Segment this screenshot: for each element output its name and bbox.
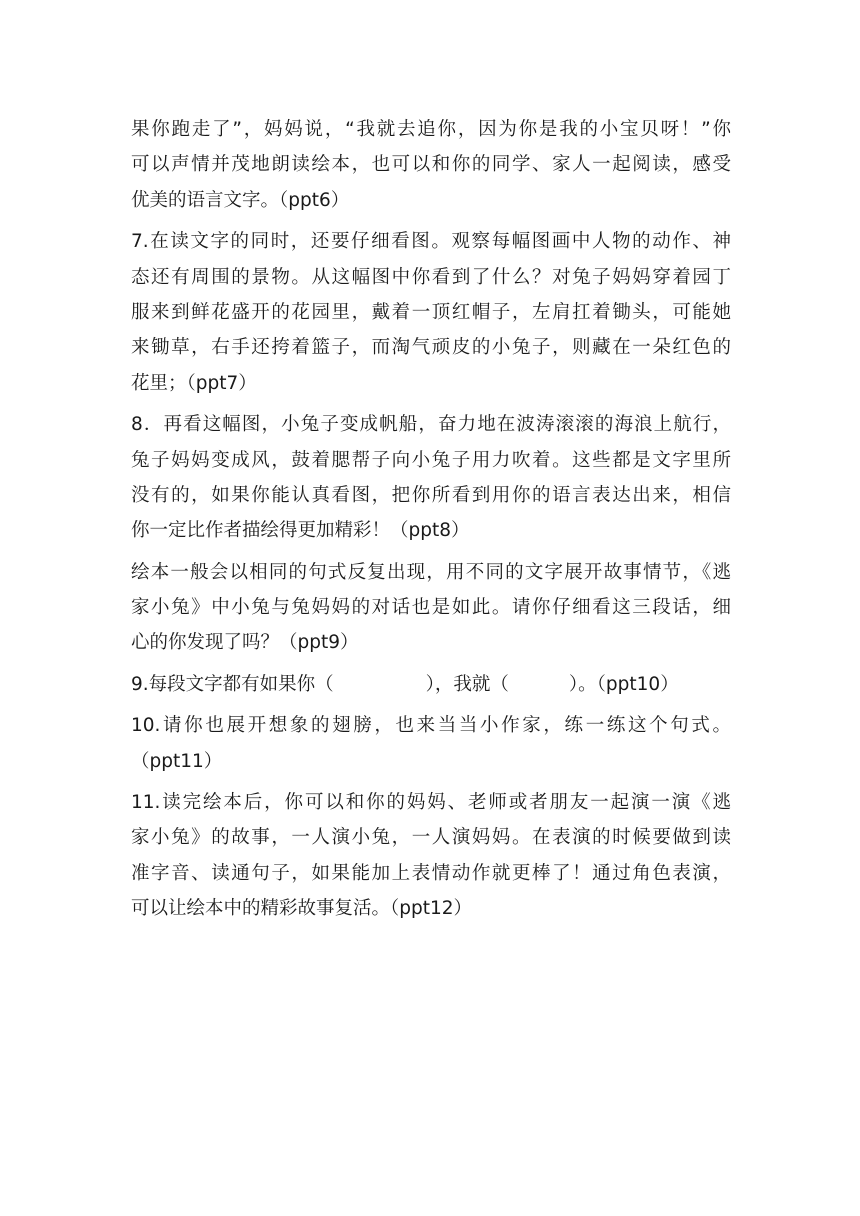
text-line: 10.请你也展开想象的翅膀，也来当当小作家，练一练这个句式。: [131, 715, 731, 737]
fill-in-middle: ），我就（: [425, 673, 509, 695]
text-line: 花里；（ppt7）: [131, 372, 257, 394]
text-line: 家小兔》的故事，一人演小兔，一人演妈妈。在表演的时候要做到读: [131, 827, 731, 849]
text-line: 家小兔》中小兔与兔妈妈的对话也是如此。请你仔细看这三段话，细: [131, 597, 731, 619]
text-line: 果你跑走了”，妈妈说，“我就去追你，因为你是我的小宝贝呀！”你: [131, 119, 731, 140]
text-line: （ppt11）: [131, 750, 223, 772]
fill-in-suffix: ）。（ppt10）: [568, 673, 679, 695]
text-line: 绘本一般会以相同的句式反复出现，用不同的文字展开故事情节，《逃: [131, 561, 731, 583]
text-line: 准字音、读通句子，如果能加上表情动作就更棒了！通过角色表演，: [131, 862, 731, 884]
text-line: 服来到鲜花盛开的花园里，戴着一顶红帽子，左肩扛着锄头，可能她: [131, 301, 731, 323]
text-line: 态还有周围的景物。从这幅图中你看到了什么？对兔子妈妈穿着园丁: [131, 266, 731, 288]
text-line: 7.在读文字的同时，还要仔细看图。观察每幅图画中人物的动作、神: [131, 231, 731, 253]
text-line: 心的你发现了吗？（ppt9）: [131, 632, 359, 654]
text-line: 11.读完绘本后，你可以和你的妈妈、老师或者朋友一起演一演《逃: [131, 792, 731, 814]
paragraph-8: [131, 407, 731, 549]
text-line: 可以声情并茂地朗读绘本，也可以和你的同学、家人一起阅读，感受: [131, 154, 731, 176]
paragraph-10: [131, 708, 731, 779]
fill-in-prefix: 9.每段文字都有如果你（: [131, 673, 334, 695]
document-body: [131, 112, 731, 927]
text-line: 8．再看这幅图，小兔子变成帆船，奋力地在波涛滚滚的海浪上航行，: [131, 414, 731, 436]
text-line: 没有的，如果你能认真看图，把你所看到用你的语言表达出来，相信: [131, 484, 731, 506]
paragraph-9-fill-in: [131, 667, 731, 702]
text-line: 兔子妈妈变成风，鼓着腮帮子向小兔子用力吹着。这些都是文字里所: [131, 449, 731, 471]
paragraph-7: [131, 224, 731, 401]
text-line: [131, 667, 731, 702]
text-line: 你一定比作者描绘得更加精彩！（ppt8）: [131, 520, 470, 542]
paragraph-11: [131, 785, 731, 927]
text-line: 可以让绘本中的精彩故事复活。（ppt12）: [131, 898, 473, 920]
text-line: 来锄草，右手还挎着篮子，而淘气顽皮的小兔子，则藏在一朵红色的: [131, 337, 731, 359]
paragraph-ppt9: [131, 555, 731, 661]
paragraph-1: [131, 112, 731, 218]
text-line: 优美的语言文字。（ppt6）: [131, 189, 350, 211]
